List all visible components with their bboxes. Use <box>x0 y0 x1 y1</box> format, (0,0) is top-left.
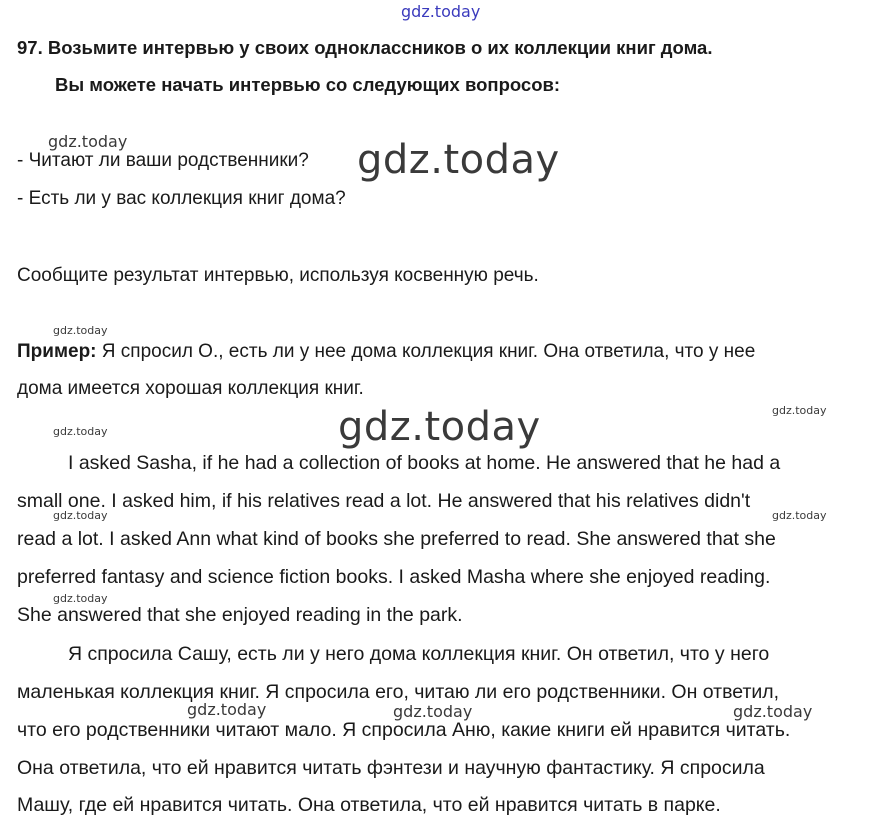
english-line-4: preferred fantasy and science fiction books. I asked Masha where she enjoyed reading. <box>17 566 771 588</box>
example-line-2: дома имеется хорошая коллекция книг. <box>17 378 364 399</box>
watermark-tiny-3: gdz.today <box>772 404 827 417</box>
english-line-3: read a lot. I asked Ann what kind of books she preferred to read. She answered that she <box>17 528 776 550</box>
question-2: - Есть ли у вас коллекция книг дома? <box>17 188 346 209</box>
watermark-large-1: gdz.today <box>357 137 560 183</box>
russian-line-5: Машу, где ей нравится читать. Она ответила, что ей нравится читать в парке. <box>17 794 721 816</box>
instruction: Сообщите результат интервью, используя косвенную речь. <box>17 265 539 286</box>
question-1: - Читают ли ваши родственники? <box>17 150 309 171</box>
watermark-large-2: gdz.today <box>338 404 541 450</box>
watermark-tiny-2: gdz.today <box>53 425 108 438</box>
russian-line-3: что его родственники читают мало. Я спросила Аню, какие книги ей нравится читать. <box>17 719 791 741</box>
example-text: Я спросил О., есть ли у нее дома коллекция книг. Она ответила, что у нее <box>96 341 756 362</box>
watermark-mid-2: gdz.today <box>393 702 473 721</box>
example-label: Пример: <box>17 341 97 362</box>
russian-line-4: Она ответила, что ей нравится читать фэнтези и научную фантастику. Я спросила <box>17 757 765 779</box>
task-subheading: Вы можете начать интервью со следующих вопросов: <box>55 74 561 95</box>
watermark-tiny-6: gdz.today <box>53 592 108 605</box>
task-heading: 97. Возьмите интервью у своих одноклассников о их коллекции книг дома. <box>17 37 713 58</box>
watermark-mid-1: gdz.today <box>187 700 267 719</box>
english-line-1: I asked Sasha, if he had a collection of books at home. He answered that he had a <box>68 452 781 474</box>
russian-line-1: Я спросила Сашу, есть ли у него дома коллекция книг. Он ответил, что у него <box>68 643 770 665</box>
watermark-small-q: gdz.today <box>48 132 128 151</box>
watermark-tiny-1: gdz.today <box>53 324 108 337</box>
example-line-1 <box>17 342 755 361</box>
russian-line-2: маленькая коллекция книг. Я спросила его, читаю ли его родственники. Он ответил, <box>17 681 780 703</box>
watermark-tiny-4: gdz.today <box>53 509 108 522</box>
watermark-tiny-5: gdz.today <box>772 509 827 522</box>
english-line-5: She answered that she enjoyed reading in the park. <box>17 604 463 626</box>
watermark-mid-3: gdz.today <box>733 702 813 721</box>
watermark-top: gdz.today <box>401 2 481 21</box>
english-line-2: small one. I asked him, if his relatives read a lot. He answered that his relatives didn't <box>17 490 751 512</box>
